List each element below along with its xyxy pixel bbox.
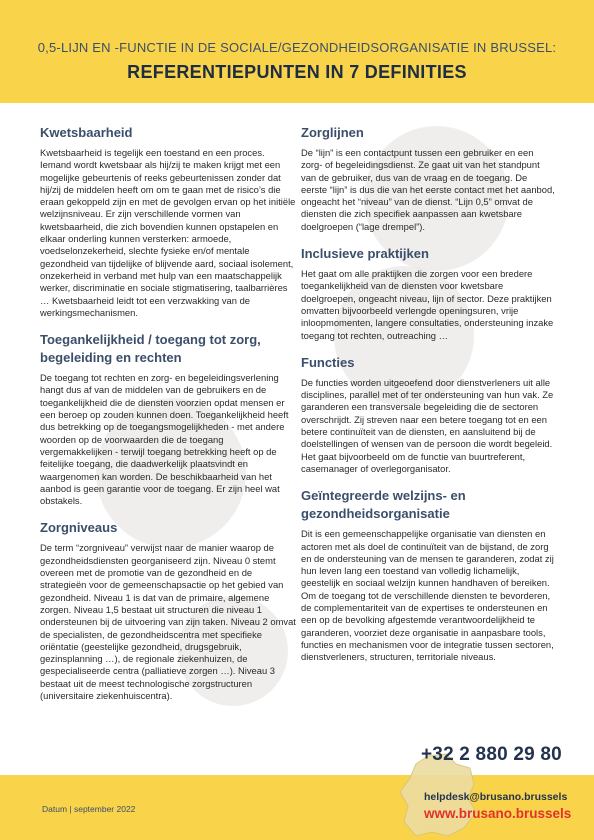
section-heading: Kwetsbaarheid (40, 125, 133, 140)
helpdesk-phone[interactable]: +32 2 880 29 80 (421, 744, 562, 765)
section-heading: Zorglijnen (301, 125, 364, 140)
section-heading: Inclusieve praktijken (301, 246, 429, 262)
section-body: Dit is een gemeenschappelijke organisatie van diensten en actoren met als doel de continuïteit van de bijstand, de zorg en de ondersteuning van de mensen te garanderen, zodat zij hun leven lang een toestand van volledig lichamelijk, geestelijk en sociaal welzijn kunnen handhaven of bereiken. Om de toegang tot de verschillende diensten te bevorderen, de complementariteit van de expertises te ondersteunen en een op de bevolking afgestemde verantwoordelijkheid te garanderen, voorziet deze organisatie in aanpasbare tools, functies en mechanismen voor de integratie tussen sectoren, dienstverleners, structuren, territoriale niveaus. (301, 528, 554, 663)
section-body: De “lijn” is een contactpunt tussen een gebruiker en een zorg- of begeleidingsdienst. Ze gaat uit van het standpunt van de gebruiker, dus van de vraag en de toegang. De eerste “lijn” is dus die van het eerste contact met het aanbod, ongeacht het “niveau” van de dienst. “Lijn 0,5” omvat de diensten die zich specifiek aanpassen aan kwetsbare doelgroepen (“lage drempel”). (301, 147, 555, 232)
section-heading: Functies (301, 354, 355, 370)
right-column (301, 124, 555, 676)
section-kwetsbaarheid (40, 124, 298, 319)
section-body: De functies worden uitgeoefend door dienstverleners uit alle disciplines, parallel met of ter ondersteuning van hun vak. Ze garanderen een transversale begeleiding die de sectoren overschrijdt. Zij streven naar een betere toegang tot en een betere continuïteit van de diensten, en aansluitend bij de doelstellingen of wensen van de persoon die wordt begeleid. Het gaat bijvoorbeeld om de functie van buurtreferent, casemanager of overlegorganisator. (301, 376, 554, 474)
website-link[interactable]: www.brusano.brussels (424, 806, 572, 821)
section-functies (301, 354, 555, 475)
page-title: REFERENTIEPUNTEN IN 7 DEFINITIES (127, 62, 467, 82)
section-body: Kwetsbaarheid is tegelijk een toestand en een proces. Iemand wordt kwetsbaar als hij/zij te maken krijgt met een mogelijke gebeurtenis of reeks gebeurtenissen zonder dat hij/zij de middelen heeft om om te gaan met de risico’s die eraan gekoppeld zijn en met de gevolgen ervan op het initiële welzijnsniveau. Er zijn verschillende vormen van kwetsbaarheid, die zich bovendien kunnen opstapelen en elkaar onderling kunnen versterken: armoede, voedselonzekerheid, slechte fysieke en/of mentale gezondheid van tijdelijke of blijvende aard, sociaal isolement, onzekerheid in verband met hulp van een maatschappelijk werker, discriminatie en sociale stigmatisering, taalbarrières … Kwetsbaarheid leidt tot een verzwakking van de werkingsmechanismen. (40, 147, 296, 318)
section-heading: Toegankelijkheid / toegang tot zorg, begeleiding en rechten (40, 332, 261, 366)
section-geintegreerde-organisatie (301, 487, 555, 663)
page-kicker: 0,5-LIJN EN -FUNCTIE IN DE SOCIALE/GEZONDHEIDSORGANISATIE IN BRUSSEL: (37, 40, 557, 55)
section-heading: Geïntegreerde welzijns- en gezondheidsorganisatie (301, 488, 466, 522)
left-column (40, 124, 298, 714)
section-body: De toegang tot rechten en zorg- en begeleidingsverlening hangt dus af van de middelen van de gebruikers en de toegankelijkheid die de diensten voorzien opdat mensen er een beroep op zouden kunnen doen. Toegankelijkheid heeft dus betrekking op de toegangsmogelijkheden - met andere woorden op de voorwaarden die de toegang vergemakkelijken - terwijl toegang betrekking heeft op de feitelijke toegang, die daadwerkelijk plaatsvindt en waargenomen kan worden. De beschikbaarheid van het aanbod is geen garantie voor de toegang. Er zijn heel wat obstakels. (40, 372, 289, 507)
section-heading: Zorgniveaus (40, 520, 118, 536)
section-toegankelijkheid (40, 331, 298, 507)
section-body: De term “zorgniveau” verwijst naar de manier waarop de gezondheidsdiensten georganiseerd zijn. Niveau 0 stemt overeen met de promotie van de gezondheid en de strategieën voor de gemeenschapsactie op het gebied van gezondheid. Niveau 1 is dat van de primaire, algemene zorgen. Niveau 1,5 bestaat uit structuren die niveau 1 ondersteunen bij de uitvoering van zijn taken. Niveau 2 omvat de specialisten, de gezondheidscentra met specifieke oriëntatie (geestelijke gezondheid, drugsgebruik, gezinsplanning …), de regionale ziekenhuizen, de gespecialiseerde centra (palliatieve zorgen …). Niveau 3 bestaat uit de meest technologische zorgstructuren (universitaire ziekenhuiscentra). (40, 542, 296, 701)
section-inclusieve-praktijken (301, 245, 555, 342)
helpdesk-email-link[interactable]: helpdesk@brusano.brussels (424, 791, 568, 803)
publication-date: Datum | september 2022 (42, 804, 136, 814)
section-body: Het gaat om alle praktijken die zorgen voor een bredere toegankelijkheid van de diensten voor kwetsbare doelgroepen, ongeacht niveau, lijn of sector. Deze praktijken omvatten bijvoorbeeld verlengde openingsuren, vrije inloopmomenten, langere consultaties, ondersteuning inzake toegang tot rechten, outreaching … (301, 268, 554, 341)
section-zorgniveaus (40, 519, 298, 702)
section-zorglijnen (301, 124, 555, 233)
